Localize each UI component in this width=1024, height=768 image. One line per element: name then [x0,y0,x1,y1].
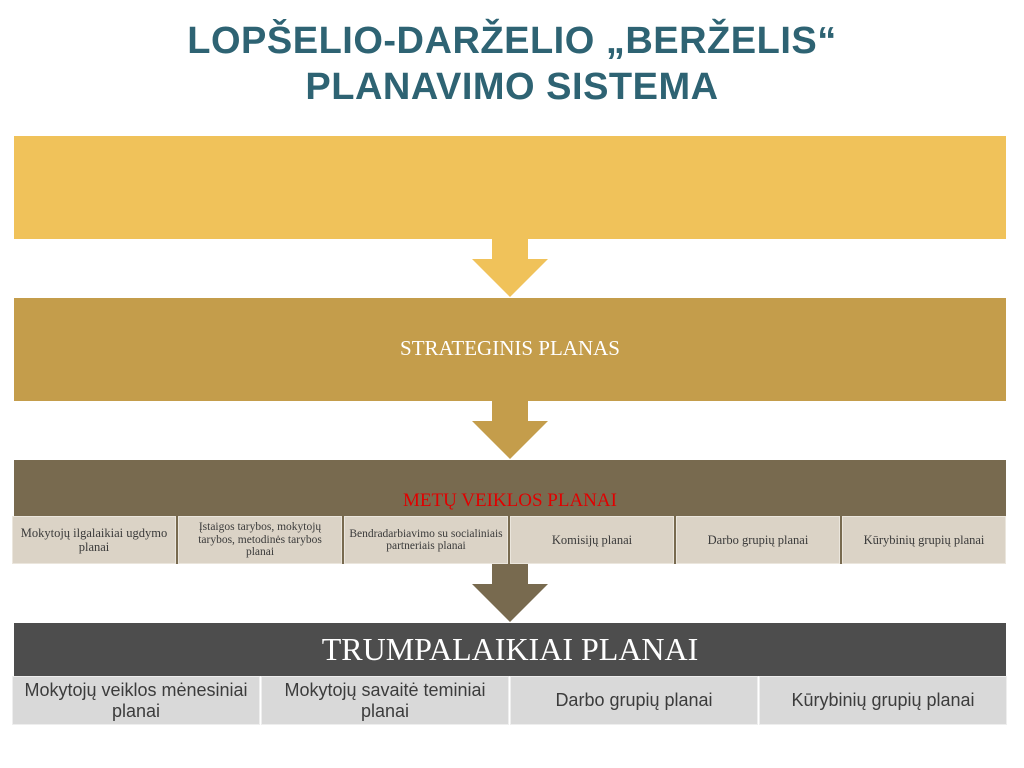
annual-plan-item: Įstaigos tarybos, mokytojų tarybos, metodinės tarybos planai [178,516,342,564]
level-1-band [14,136,1006,239]
annual-plans-label: METŲ VEIKLOS PLANAI [403,490,617,511]
title-line-1: LOPŠELIO-DARŽELIO „BERŽELIS“ [187,20,837,62]
annual-plan-item: Komisijų planai [510,516,674,564]
short-term-plan-item: Mokytojų savaitė teminiai planai [261,676,509,725]
short-term-plan-item: Darbo grupių planai [510,676,758,725]
title-line-2: PLANAVIMO SISTEMA [305,66,719,108]
short-term-plan-item: Kūrybinių grupių planai [759,676,1007,725]
level-2-band [14,298,1006,401]
short-term-plans-row [12,676,1008,725]
page-title [0,18,1024,110]
arrow-down-icon [472,564,548,622]
annual-plans-row [12,516,1008,564]
annual-plan-item: Bendradarbiavimo su socialiniais partneriais planai [344,516,508,564]
level-4-band [14,623,1006,676]
arrow-down-icon [472,401,548,459]
strategic-plan-label: STRATEGINIS PLANAS [400,336,620,360]
annual-plan-item: Mokytojų ilgalaikiai ugdymo planai [12,516,176,564]
annual-plan-item: Darbo grupių planai [676,516,840,564]
annual-plan-item: Kūrybinių grupių planai [842,516,1006,564]
arrow-down-icon [472,239,548,297]
short-term-plans-label: TRUMPALAIKIAI PLANAI [321,631,699,667]
short-term-plan-item: Mokytojų veiklos mėnesiniai planai [12,676,260,725]
